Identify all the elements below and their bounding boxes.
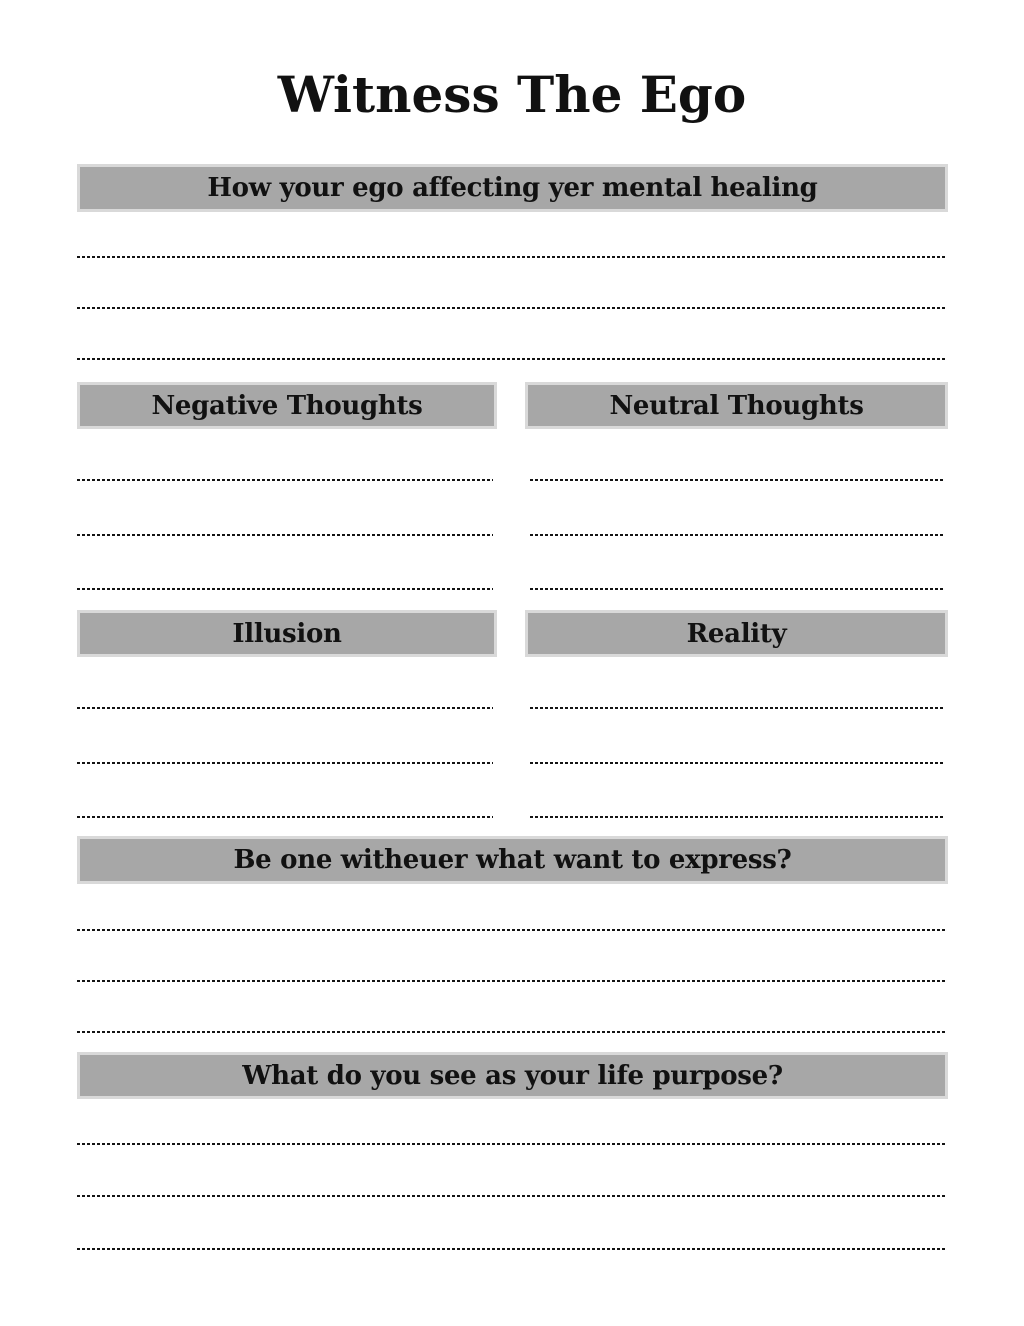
section-header-express	[77, 836, 948, 884]
section-header-ego-effect-label: How your ego affecting yer mental healing	[207, 173, 818, 203]
writing-line	[77, 1195, 945, 1197]
writing-line	[77, 816, 493, 818]
writing-line	[77, 1248, 945, 1250]
writing-line	[77, 1031, 945, 1033]
writing-line	[530, 762, 945, 764]
column-header-illusion	[77, 610, 497, 657]
section-header-life-purpose-label: What do you see as your life purpose?	[242, 1060, 783, 1091]
writing-line	[77, 256, 945, 258]
writing-line	[530, 588, 945, 590]
section-header-life-purpose	[77, 1052, 948, 1099]
column-header-neutral-thoughts	[525, 382, 948, 429]
writing-line	[530, 479, 945, 481]
column-header-reality-label: Reality	[686, 618, 787, 649]
writing-line	[77, 588, 493, 590]
writing-line	[77, 929, 945, 931]
column-header-reality	[525, 610, 948, 657]
writing-line	[77, 980, 945, 982]
column-header-neutral-thoughts-label: Neutral Thoughts	[609, 390, 864, 421]
writing-line	[77, 1143, 945, 1145]
writing-line	[77, 707, 493, 709]
page-title: Witness The Ego	[277, 65, 747, 124]
column-header-negative-thoughts-label: Negative Thoughts	[151, 390, 423, 421]
section-header-ego-effect	[77, 164, 948, 212]
writing-line	[77, 479, 493, 481]
writing-line	[530, 816, 945, 818]
writing-line	[530, 707, 945, 709]
writing-line	[77, 358, 945, 360]
writing-line	[77, 307, 945, 309]
writing-line	[530, 534, 945, 536]
section-header-express-label: Be one witheuer what want to express?	[233, 845, 792, 875]
column-header-illusion-label: Illusion	[232, 618, 342, 649]
writing-line	[77, 762, 493, 764]
column-header-negative-thoughts	[77, 382, 497, 429]
writing-line	[77, 534, 493, 536]
